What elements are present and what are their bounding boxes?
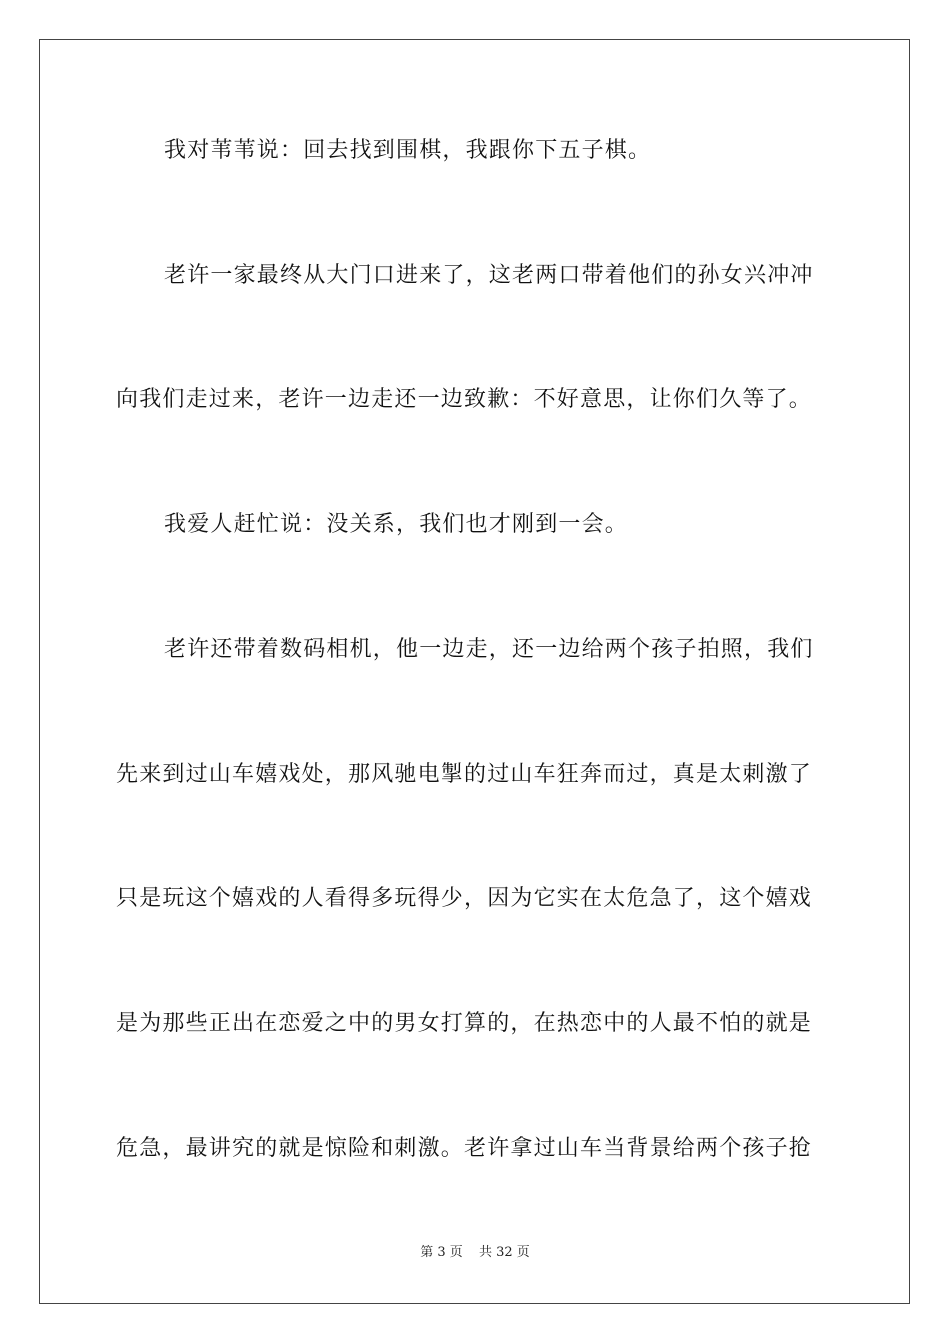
paragraph-line-1: 我对苇苇说：回去找到围棋，我跟你下五子棋。 xyxy=(164,138,652,163)
paragraph-line-4: 我爱人赶忙说：没关系，我们也才刚到一会。 xyxy=(164,512,629,537)
paragraph-line-8: 是为那些正出在恋爱之中的男女打算的，在热恋中的人最不怕的就是 xyxy=(116,1011,813,1036)
paragraph-line-5: 老许还带着数码相机，他一边走，还一边给两个孩子拍照，我们 xyxy=(164,637,814,662)
paragraph-line-2: 老许一家最终从大门口进来了，这老两口带着他们的孙女兴冲冲 xyxy=(164,263,814,288)
paragraph-line-3: 向我们走过来，老许一边走还一边致歉：不好意思，让你们久等了。 xyxy=(116,387,813,412)
paragraph-line-6: 先来到过山车嬉戏处，那风驰电掣的过山车狂奔而过，真是太刺激了 xyxy=(116,762,813,787)
page-footer xyxy=(0,1244,950,1262)
page-total: 共 32 页 xyxy=(478,1245,530,1260)
paragraph-line-7: 只是玩这个嬉戏的人看得多玩得少，因为它实在太危急了，这个嬉戏 xyxy=(116,886,813,911)
page-number: 第 3 页 xyxy=(420,1245,463,1260)
paragraph-line-9: 危急，最讲究的就是惊险和刺激。老许拿过山车当背景给两个孩子抢 xyxy=(116,1136,813,1161)
page-frame xyxy=(39,39,910,1304)
